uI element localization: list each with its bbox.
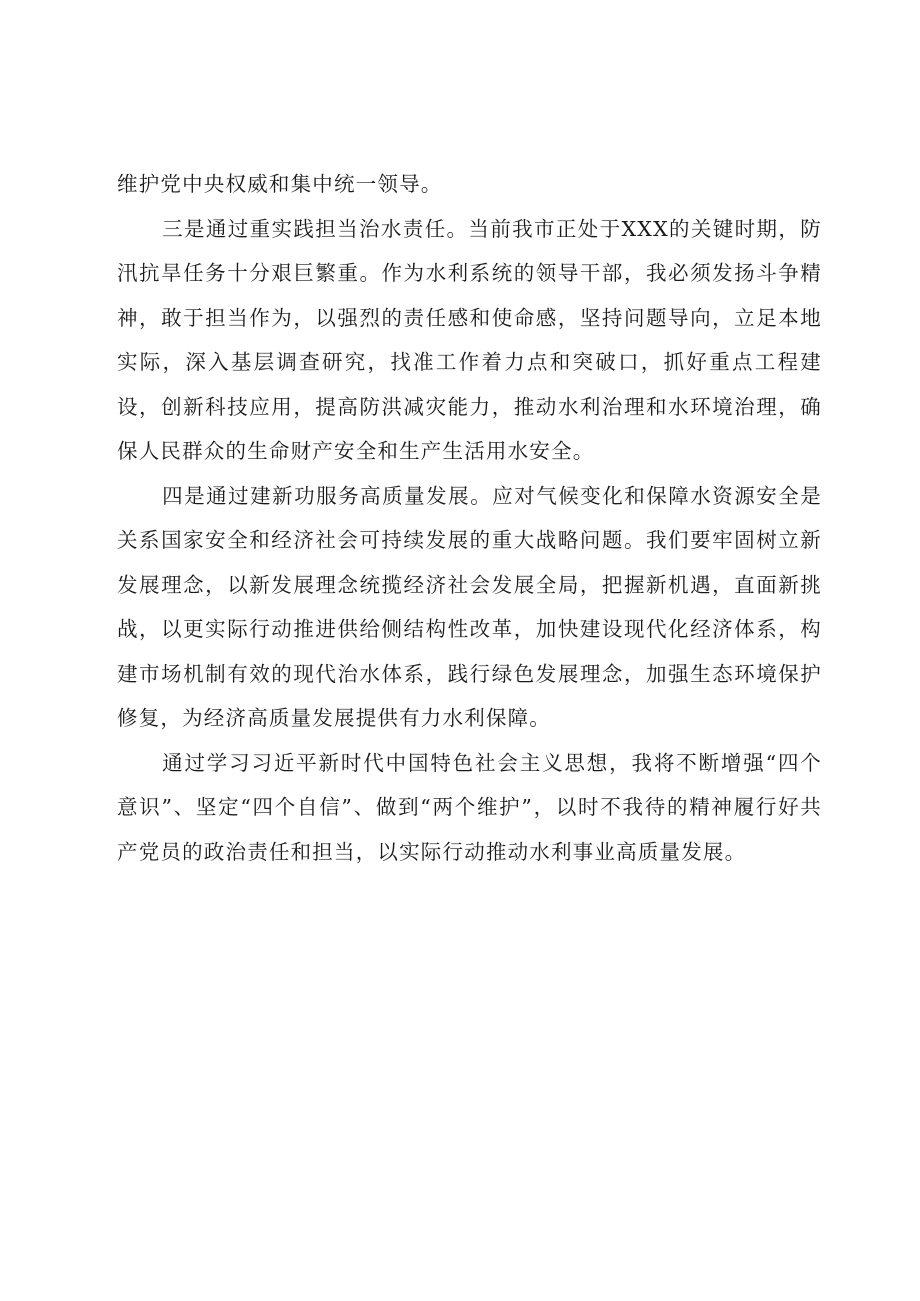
paragraph-point-three: 三是通过重实践担当治水责任。当前我市正处于XXX的关键时期，防汛抗旱任务十分艰巨繁重。作为水利系统的领导干部，我必须发扬斗争精神，敢于担当作为，以强烈的责任感和使命感，坚持问题导向，立足本地实际，深入基层调查研究，找准工作着力点和突破口，抓好重点工程建设，创新科技应用，提高防洪减灾能力，推动水利治理和水环境治理，确保人民群众的生命财产安全和生产生活用水安全。	[117, 216, 822, 463]
paragraph-continuation: 维护党中央权威和集中统一领导。	[117, 172, 443, 196]
document-body	[117, 162, 822, 874]
paragraph-conclusion: 通过学习习近平新时代中国特色社会主义思想，我将不断增强“四个意识”、坚定“四个自信”、做到“两个维护”，以时不我待的精神履行好共产党员的政治责任和担当，以实际行动推动水利事业高质量发展。	[117, 750, 822, 864]
paragraph-point-four: 四是通过建新功服务高质量发展。应对气候变化和保障水资源安全是关系国家安全和经济社会可持续发展的重大战略问题。我们要牢固树立新发展理念，以新发展理念统揽经济社会发展全局，把握新机遇，直面新挑战，以更实际行动推进供给侧结构性改革，加快建设现代化经济体系，构建市场机制有效的现代治水体系，践行绿色发展理念，加强生态环境保护修复，为经济高质量发展提供有力水利保障。	[117, 483, 822, 730]
